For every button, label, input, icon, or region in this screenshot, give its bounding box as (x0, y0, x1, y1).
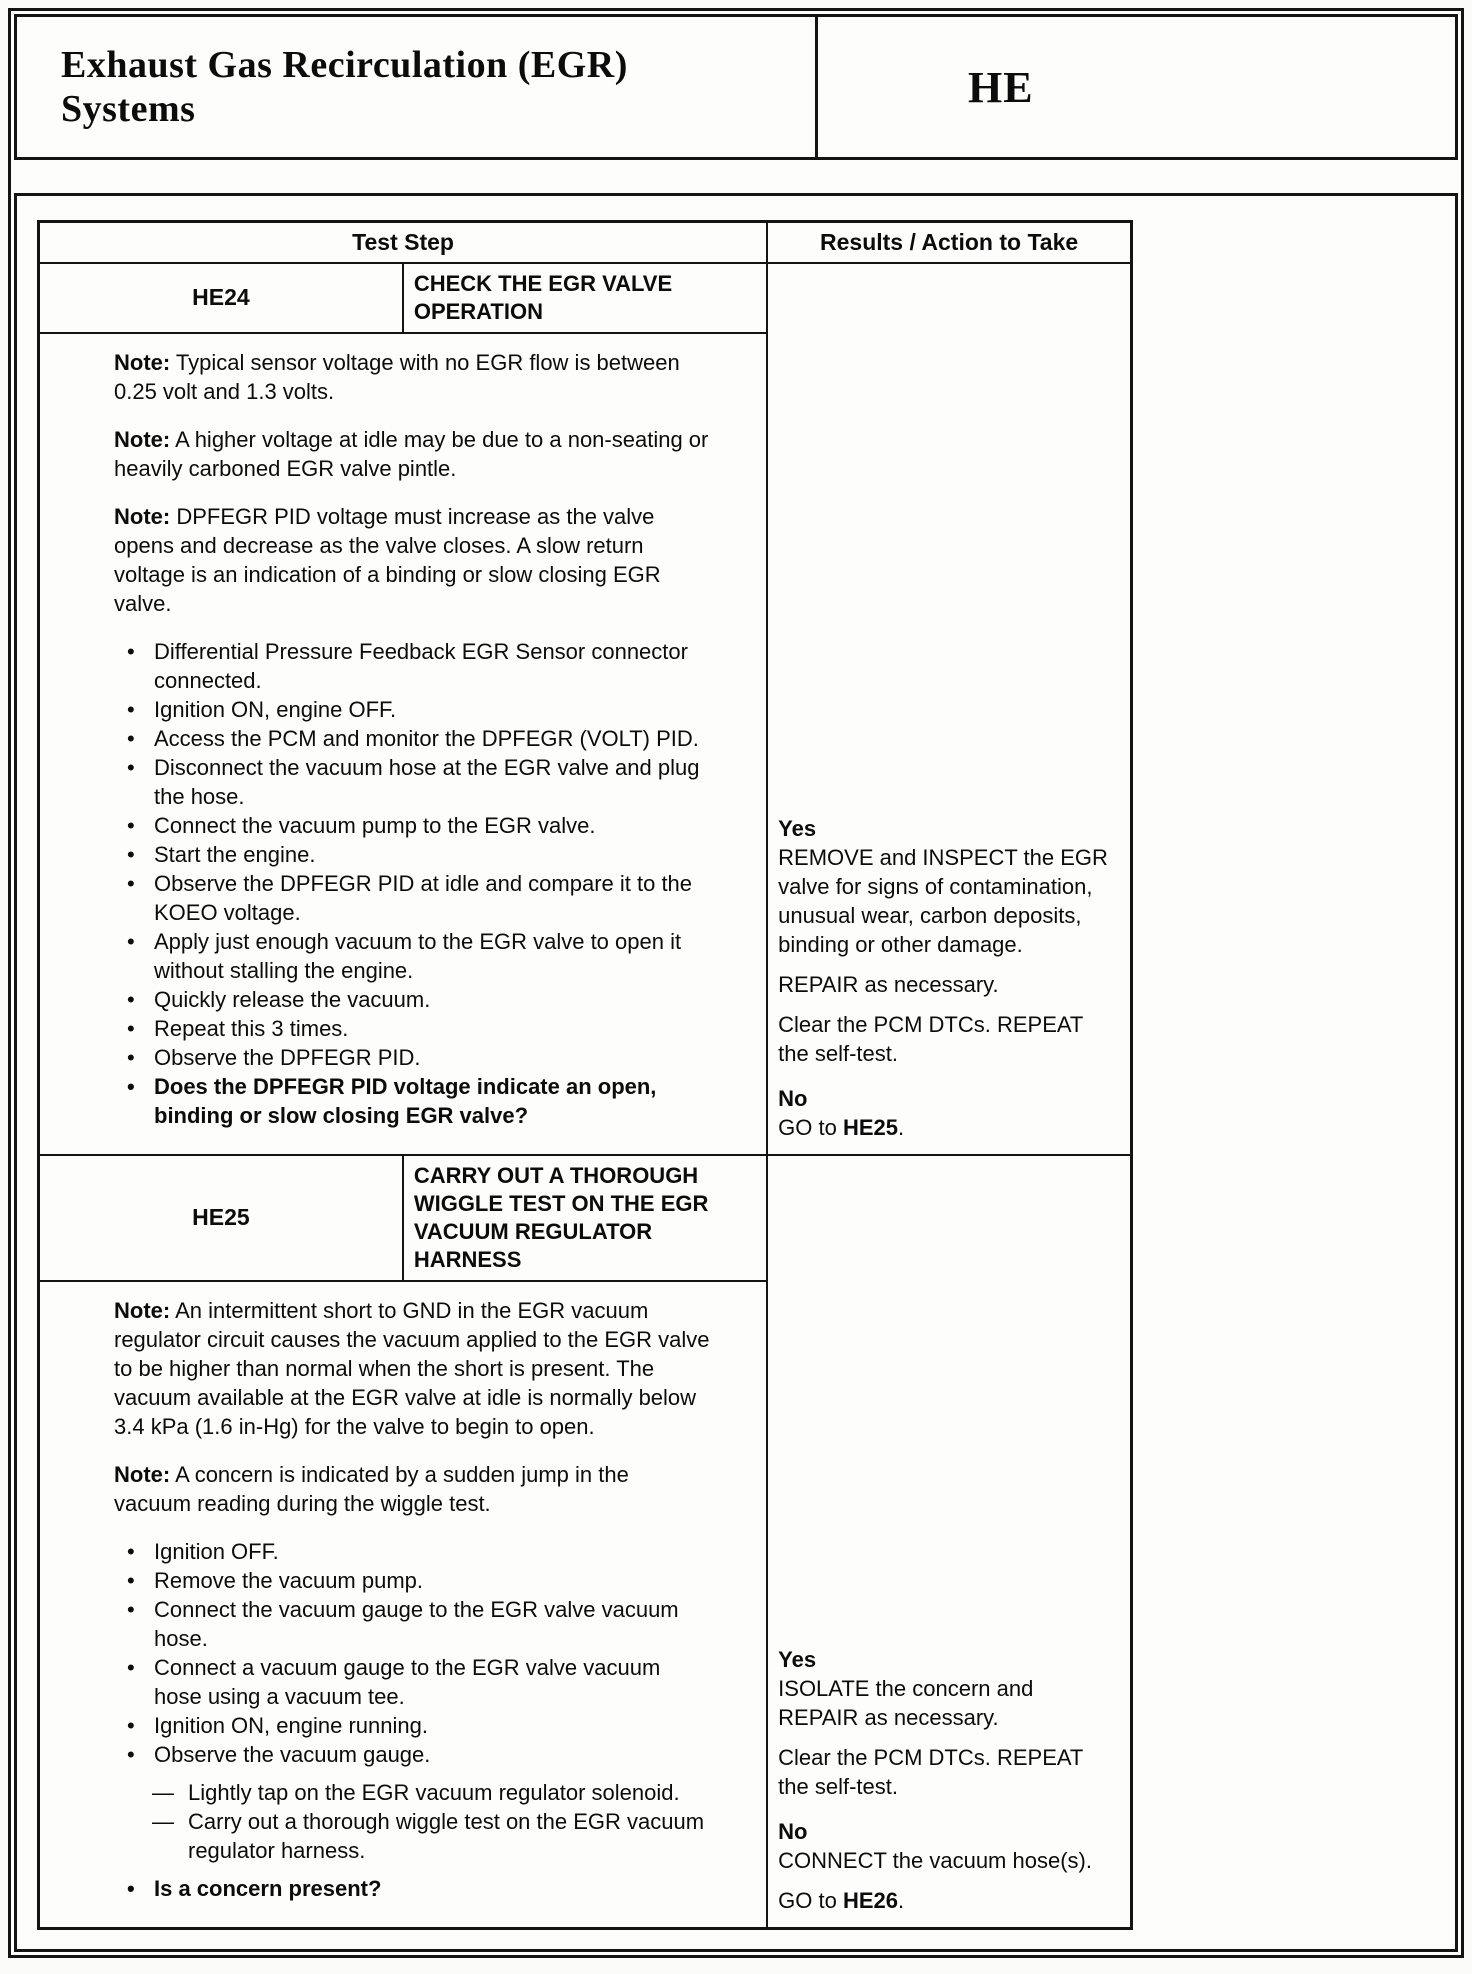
section-code: HE (968, 62, 1034, 112)
document-page (8, 8, 1464, 1958)
step-id: HE25 (39, 1155, 403, 1281)
result-action: Clear the PCM DTCs. REPEAT the self-test. (778, 1011, 1083, 1066)
result-action: REPAIR as necessary. (778, 971, 999, 997)
question-item: • Is a concern present? (114, 1874, 710, 1903)
result-group (778, 1084, 1116, 1142)
header-title-cell (17, 17, 815, 157)
instruction-item: • Ignition ON, engine OFF. (114, 695, 710, 724)
result-action: REMOVE and INSPECT the EGR valve for signs of contamination, unusual wear, carbon deposits, binding or other damage. (778, 844, 1108, 957)
result-action: GO to HE25. (778, 1114, 905, 1140)
note-label: Note: (114, 503, 171, 529)
result-action: ISOLATE the concern and REPAIR as necessary. (778, 1675, 1034, 1730)
result-group (778, 1645, 1116, 1801)
step-results (767, 263, 1131, 1155)
step-id: HE24 (39, 263, 403, 333)
step-results (767, 1155, 1131, 1928)
step-title: CARRY OUT A THOROUGH WIGGLE TEST ON THE EGR VACUUM REGULATOR HARNESS (403, 1155, 767, 1281)
note-text: Note: DPFEGR PID voltage must increase as the valve opens and decrease as the valve closes. A slow return voltage is an indication of a binding or slow closing EGR valve. (114, 503, 661, 616)
step-body (39, 1281, 768, 1929)
note-text: Note: A concern is indicated by a sudden jump in the vacuum reading during the wiggle test. (114, 1461, 629, 1516)
step-reference: HE26 (842, 1887, 898, 1913)
pinpoint-test-table (37, 220, 1133, 1930)
instruction-list (114, 1537, 710, 1903)
note-label: Note: (114, 1297, 171, 1323)
instruction-item: • Connect a vacuum gauge to the EGR valve vacuum hose using a vacuum tee. (114, 1653, 710, 1711)
instruction-item: • Ignition OFF. (114, 1537, 710, 1566)
result-action: CONNECT the vacuum hose(s). (778, 1847, 1092, 1873)
instruction-item: • Disconnect the vacuum hose at the EGR valve and plug the hose. (114, 753, 710, 811)
result-label: Yes (778, 815, 817, 841)
step-title-row (39, 1155, 1132, 1281)
note-label: Note: (114, 1461, 171, 1487)
note-text: Note: An intermittent short to GND in the EGR vacuum regulator circuit causes the vacuum applied to the EGR valve to be higher than normal when the short is present. The vacuum available at the EGR valve at idle is normally below 3.4 kPa (1.6 in-Hg) for the valve to begin to open. (114, 1297, 710, 1439)
note-label: Note: (114, 349, 171, 375)
instruction-item: • Start the engine. (114, 840, 710, 869)
result-action: GO to HE26. (778, 1887, 905, 1913)
result-group (778, 1817, 1116, 1915)
step-reference: HE25 (842, 1114, 898, 1140)
sub-instruction-item: — Carry out a thorough wiggle test on the EGR vacuum regulator harness. (114, 1807, 710, 1865)
question-item: • Does the DPFEGR PID voltage indicate an open, binding or slow closing EGR valve? (114, 1072, 710, 1130)
note-text: Note: Typical sensor voltage with no EGR flow is between 0.25 volt and 1.3 volts. (114, 349, 680, 404)
instruction-list (114, 637, 710, 1130)
instruction-item: • Connect the vacuum pump to the EGR valve. (114, 811, 710, 840)
result-label: Yes (778, 1646, 817, 1672)
result-action: Clear the PCM DTCs. REPEAT the self-test. (778, 1744, 1083, 1799)
result-group (778, 814, 1116, 1068)
instruction-item: • Observe the DPFEGR PID at idle and compare it to the KOEO voltage. (114, 869, 710, 927)
column-header-test-step: Test Step (39, 222, 768, 264)
test-steps-body (39, 263, 1132, 1928)
instruction-item: • Remove the vacuum pump. (114, 1566, 710, 1595)
step-title: CHECK THE EGR VALVE OPERATION (403, 263, 767, 333)
note-text: Note: A higher voltage at idle may be due to a non-seating or heavily carboned EGR valve pintle. (114, 426, 709, 481)
page-title: Exhaust Gas Recirculation (EGR) Systems (61, 43, 628, 130)
column-header-results: Results / Action to Take (767, 222, 1131, 264)
instruction-item: • Repeat this 3 times. (114, 1014, 710, 1043)
document-header (14, 14, 1458, 160)
table-header-row (39, 222, 1132, 264)
instruction-item: • Ignition ON, engine running. (114, 1711, 710, 1740)
instruction-item: • Apply just enough vacuum to the EGR valve to open it without stalling the engine. (114, 927, 710, 985)
result-label: No (778, 1085, 808, 1111)
result-label: No (778, 1818, 808, 1844)
instruction-item: • Differential Pressure Feedback EGR Sensor connector connected. (114, 637, 710, 695)
header-code-cell (815, 17, 1455, 157)
step-title-row (39, 263, 1132, 333)
instruction-item: • Access the PCM and monitor the DPFEGR (VOLT) PID. (114, 724, 710, 753)
table-header (39, 222, 1132, 264)
step-body (39, 333, 768, 1155)
instruction-item: • Quickly release the vacuum. (114, 985, 710, 1014)
instruction-item: • Connect the vacuum gauge to the EGR valve vacuum hose. (114, 1595, 710, 1653)
content-frame (14, 193, 1458, 1952)
note-label: Note: (114, 426, 171, 452)
instruction-item: • Observe the DPFEGR PID. (114, 1043, 710, 1072)
sub-instruction-item: — Lightly tap on the EGR vacuum regulator solenoid. (114, 1778, 710, 1807)
instruction-item: • Observe the vacuum gauge. (114, 1740, 710, 1769)
